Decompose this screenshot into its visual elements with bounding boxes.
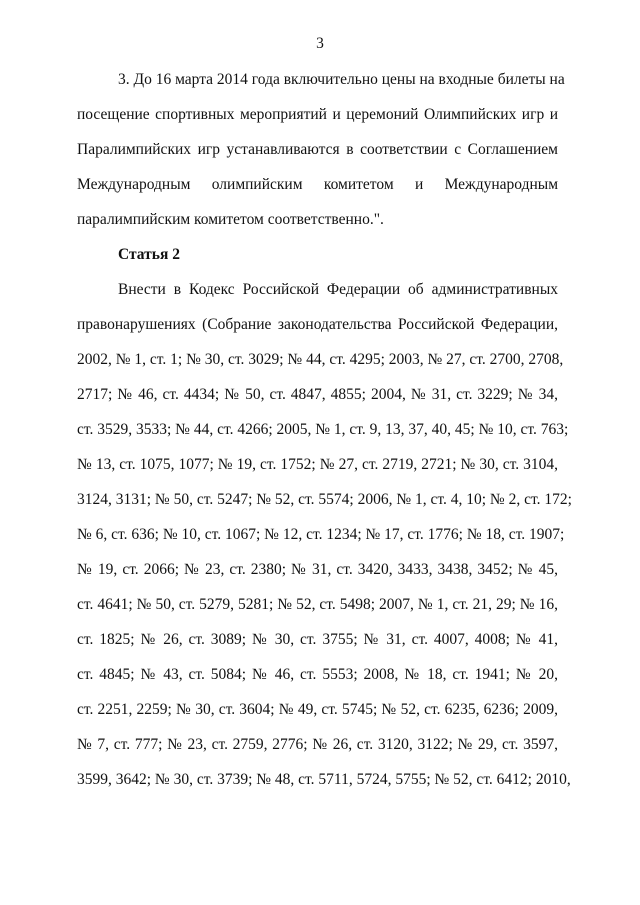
text-line: ст. 3529, 3533; № 44, ст. 4266; 2005, № 1, ст. 9, 13, 37, 40, 45; № 10, ст. 763; <box>77 421 569 438</box>
text-line: 3599, 3642; № 30, ст. 3739; № 48, ст. 5711, 5724, 5755; № 52, ст. 6412; 2010, <box>77 771 571 788</box>
text-line: паралимпийским комитетом соответственно.". <box>77 211 384 228</box>
text-line: 3124, 3131; № 50, ст. 5247; № 52, ст. 5574; 2006, № 1, ст. 4, 10; № 2, ст. 172; <box>77 491 572 508</box>
page-number: 3 <box>316 35 324 52</box>
text-line: ст. 4641; № 50, ст. 5279, 5281; № 52, ст. 5498; 2007, № 1, ст. 21, 29; № 16, <box>77 596 558 613</box>
text-line: ст. 1825; № 26, ст. 3089; № 30, ст. 3755; № 31, ст. 4007, 4008; № 41, <box>77 631 558 648</box>
text-line: № 7, ст. 777; № 23, ст. 2759, 2776; № 26, ст. 3120, 3122; № 29, ст. 3597, <box>77 736 558 753</box>
text-line: ст. 2251, 2259; № 30, ст. 3604; № 49, ст. 5745; № 52, ст. 6235, 6236; 2009, <box>77 701 558 718</box>
text-line: № 19, ст. 2066; № 23, ст. 2380; № 31, ст. 3420, 3433, 3438, 3452; № 45, <box>77 561 558 578</box>
text-line: № 6, ст. 636; № 10, ст. 1067; № 12, ст. 1234; № 17, ст. 1776; № 18, ст. 1907; <box>77 526 565 543</box>
text-line: Международным олимпийским комитетом и Международным <box>77 176 558 193</box>
text-line: ст. 4845; № 43, ст. 5084; № 46, ст. 5553; 2008, № 18, ст. 1941; № 20, <box>77 666 558 683</box>
text-line: посещение спортивных мероприятий и церемоний Олимпийских игр и <box>77 106 558 123</box>
article-heading: Статья 2 <box>118 246 180 263</box>
text-line: 3. До 16 марта 2014 года включительно цены на входные билеты на <box>118 71 565 88</box>
text-line: 2002, № 1, ст. 1; № 30, ст. 3029; № 44, ст. 4295; 2003, № 27, ст. 2700, 2708, <box>77 351 564 368</box>
text-line: Паралимпийских игр устанавливаются в соответствии с Соглашением <box>77 141 558 158</box>
text-line: Внести в Кодекс Российской Федерации об административных <box>118 281 558 298</box>
text-line: правонарушениях (Собрание законодательства Российской Федерации, <box>77 316 558 333</box>
text-line: 2717; № 46, ст. 4434; № 50, ст. 4847, 4855; 2004, № 31, ст. 3229; № 34, <box>77 386 558 403</box>
text-line: № 13, ст. 1075, 1077; № 19, ст. 1752; № 27, ст. 2719, 2721; № 30, ст. 3104, <box>77 456 558 473</box>
